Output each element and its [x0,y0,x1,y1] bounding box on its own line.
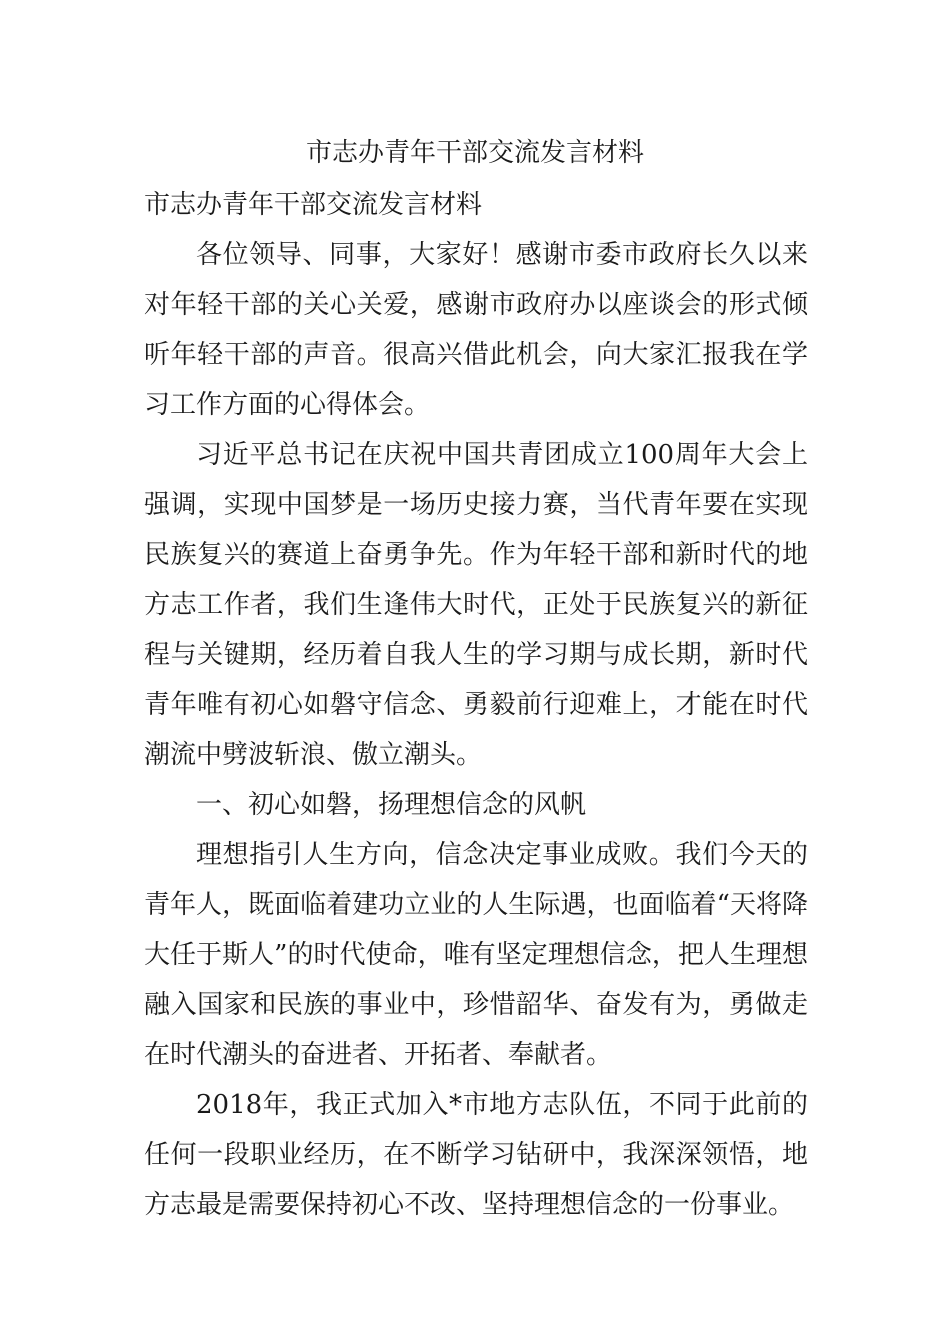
subtitle-paragraph: 市志办青年干部交流发言材料 [144,190,483,220]
body-paragraph: 习近平总书记在庆祝中国共青团成立100周年大会上强调，实现中国梦是一场历史接力赛，当代青年要在实现民族复兴的赛道上奋勇争先。作为年轻干部和新时代的地方志工作者，我们生逢伟大时代，正处于民族复兴的新征程与关键期，经历着自我人生的学习期与成长期，新时代青年唯有初心如磐守信念、勇毅前行迎难上，才能在时代潮流中劈波斩浪、傲立潮头。 [144,440,808,770]
body-paragraph: 各位领导、同事，大家好！感谢市委市政府长久以来对年轻干部的关心关爱，感谢市政府办以座谈会的形式倾听年轻干部的声音。很高兴借此机会，向大家汇报我在学习工作方面的心得体会。 [144,240,808,420]
document-title: 市志办青年干部交流发言材料 [305,138,644,168]
section-heading: 一、初心如磐，扬理想信念的风帆 [196,790,587,820]
body-paragraph: 理想指引人生方向，信念决定事业成败。我们今天的青年人，既面临着建功立业的人生际遇，也面临着“天将降大任于斯人”的时代使命，唯有坚定理想信念，把人生理想融入国家和民族的事业中，珍惜韶华、奋发有为，勇做走在时代潮头的奋进者、开拓者、奉献者。 [144,840,808,1070]
document-body [144,180,808,1230]
body-paragraph: 2018年，我正式加入*市地方志队伍，不同于此前的任何一段职业经历，在不断学习钻研中，我深深领悟，地方志最是需要保持初心不改、坚持理想信念的一份事业。 [144,1090,808,1220]
